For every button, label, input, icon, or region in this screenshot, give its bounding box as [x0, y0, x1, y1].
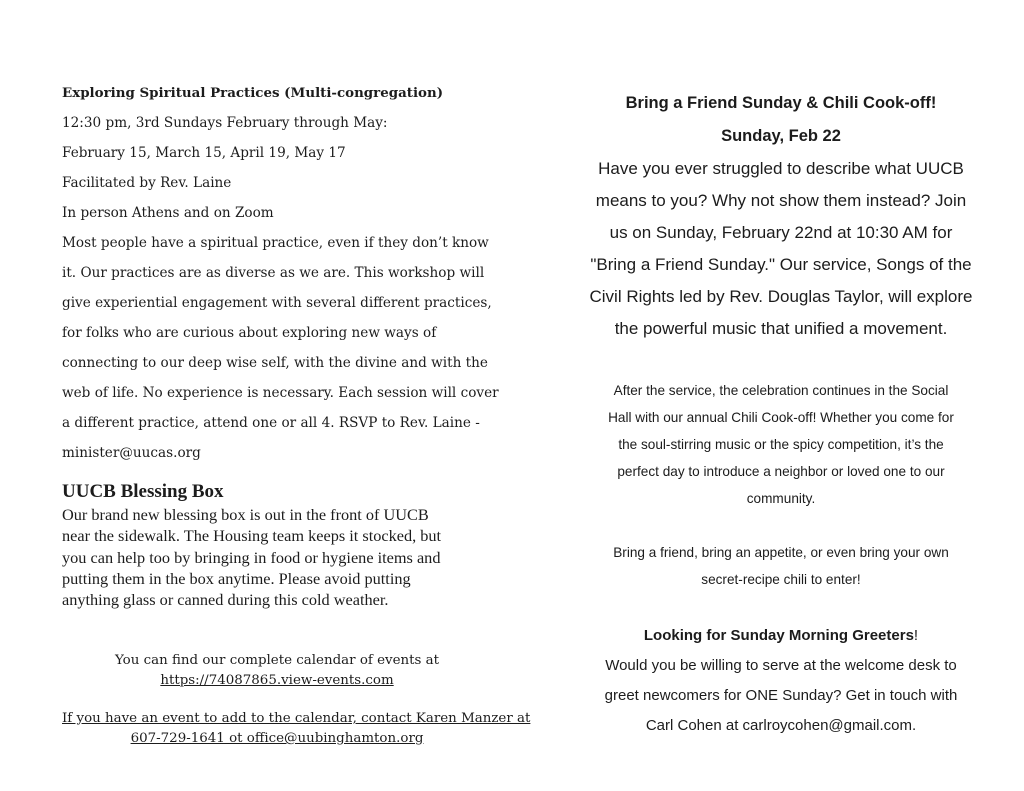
spiritual-practices-heading: Exploring Spiritual Practices (Multi-congregation)	[62, 85, 444, 101]
body-line: Civil Rights led by Rev. Douglas Taylor, will explore	[589, 287, 973, 306]
calendar-contact-lines	[62, 709, 531, 749]
spiritual-practices-line: Most people have a spiritual practice, even if they don’t know	[62, 235, 489, 251]
spiritual-practices-line: February 15, March 15, April 19, May 17	[62, 145, 346, 161]
spiritual-practices-line: for folks who are curious about exploring new ways of	[62, 325, 437, 341]
greeters-line: Would you be willing to serve at the welcome desk to	[605, 657, 957, 674]
title-line: Bring a Friend Sunday & Chili Cook-off!	[625, 94, 937, 112]
title-lines	[560, 87, 1002, 153]
after-service-line: community.	[746, 491, 816, 506]
bring-appetite-line: secret-recipe chili to enter!	[701, 572, 861, 587]
calendar-note	[62, 651, 492, 691]
after-service-line: After the service, the celebration continues in the Social	[613, 383, 949, 398]
spiritual-practices-section	[62, 78, 499, 468]
calendar-contact	[62, 709, 531, 749]
body-line: us on Sunday, February 22nd at 10:30 AM for	[609, 223, 953, 242]
blessing-box-line: anything glass or canned during this cold weather.	[62, 590, 389, 610]
greeters-heading-suffix: !	[913, 627, 919, 644]
spiritual-practices-lines	[62, 108, 499, 468]
calendar-link[interactable]: https://74087865.view-events.com	[160, 673, 394, 688]
bring-friend-body	[560, 153, 1002, 345]
blessing-box-line: Our brand new blessing box is out in the front of UUCB	[62, 505, 429, 524]
after-service-line: Hall with our annual Chili Cook-off! Whether you come for	[608, 410, 954, 425]
greeters-heading: Looking for Sunday Morning Greeters	[643, 627, 914, 644]
after-service-lines	[560, 377, 1002, 512]
spiritual-practices-line: In person Athens and on Zoom	[62, 205, 274, 221]
spiritual-practices-line: Facilitated by Rev. Laine	[62, 175, 232, 191]
after-service-line: the soul-stirring music or the spicy competition, it’s the	[618, 437, 944, 452]
body-line: means to you? Why not show them instead? Join	[595, 191, 967, 210]
greeters-line: Carl Cohen at carlroycohen@gmail.com.	[645, 717, 917, 734]
body-line: Have you ever struggled to describe what UUCB	[598, 159, 964, 178]
blessing-box-heading: UUCB Blessing Box	[62, 481, 224, 502]
spiritual-practices-line: it. Our practices are as diverse as we are. This workshop will	[62, 265, 485, 281]
bring-appetite-lines	[560, 539, 1002, 593]
blessing-box-line: putting them in the box anytime. Please avoid putting	[62, 568, 411, 588]
blessing-box-section	[62, 480, 441, 610]
blessing-box-lines	[62, 504, 441, 610]
greeters-lines	[560, 651, 1002, 741]
bring-appetite-paragraph	[560, 539, 1002, 593]
greeters-line: greet newcomers for ONE Sunday? Get in touch with	[604, 687, 958, 704]
spiritual-practices-line: minister@uucas.org	[62, 445, 201, 461]
blessing-box-line: you can help too by bringing in food or hygiene items and	[62, 547, 441, 567]
title-line: Sunday, Feb 22	[721, 127, 841, 145]
spiritual-practices-line: 12:30 pm, 3rd Sundays February through May:	[62, 115, 388, 131]
body-line: "Bring a Friend Sunday." Our service, Songs of the	[590, 255, 972, 274]
spiritual-practices-line: a different practice, attend one or all 4. RSVP to Rev. Laine -	[62, 415, 480, 431]
calendar-contact-line: 607-729-1641 ot office@uubinghamton.org	[130, 731, 424, 746]
body-lines	[560, 153, 1002, 345]
blessing-box-line: near the sidewalk. The Housing team keeps it stocked, but	[62, 526, 442, 546]
spiritual-practices-line: web of life. No experience is necessary. Each session will cover	[62, 385, 499, 401]
calendar-contact-line: If you have an event to add to the calendar, contact Karen Manzer at	[62, 711, 531, 726]
after-service-line: perfect day to introduce a neighbor or loved one to our	[617, 464, 945, 479]
greeters-section	[560, 621, 1002, 741]
body-line: the powerful music that unified a movement.	[614, 319, 948, 338]
spiritual-practices-line: connecting to our deep wise self, with the divine and with the	[62, 355, 488, 371]
bring-appetite-line: Bring a friend, bring an appetite, or even bring your own	[613, 545, 949, 560]
calendar-text: You can find our complete calendar of events at	[114, 653, 440, 668]
after-service-paragraph	[560, 377, 1002, 512]
chili-cookoff-title	[560, 87, 1002, 153]
spiritual-practices-line: give experiential engagement with several different practices,	[62, 295, 492, 311]
